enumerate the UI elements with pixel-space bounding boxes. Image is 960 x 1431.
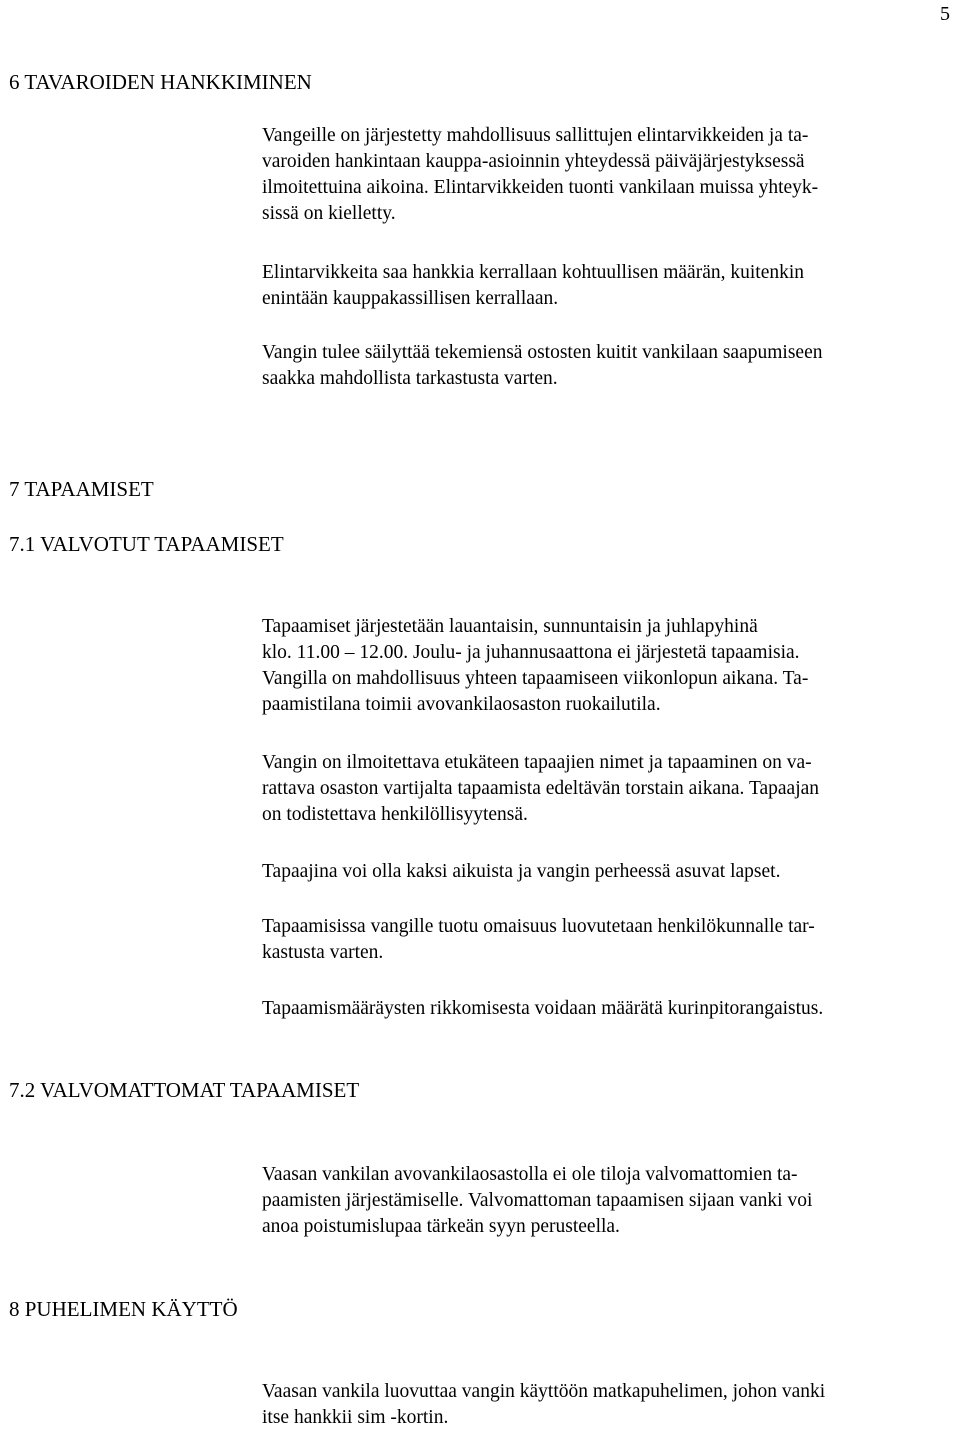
section-7-1-paragraph-2 xyxy=(262,750,954,828)
section-7-1-paragraph-1 xyxy=(262,614,954,718)
section-8-paragraph-1 xyxy=(262,1379,954,1431)
text-line: saakka mahdollista tarkastusta varten. xyxy=(262,368,558,389)
text-line: on todistettava henkilöllisyytensä. xyxy=(262,804,528,825)
section-6-paragraph-2 xyxy=(262,260,954,312)
text-line: anoa poistumislupaa tärkeän syyn perusteella. xyxy=(262,1216,620,1237)
section-6-heading: 6 TAVAROIDEN HANKKIMINEN xyxy=(9,70,312,94)
text-line: Vaasan vankilan avovankilaosastolla ei ole tiloja valvomattomien ta- xyxy=(262,1164,798,1185)
text-line: Tapaamismääräysten rikkomisesta voidaan määrätä kurinpitorangaistus. xyxy=(262,998,824,1019)
text-line: Tapaamisissa vangille tuotu omaisuus luovutetaan henkilökunnalle tar- xyxy=(262,916,815,937)
section-7-heading: 7 TAPAAMISET xyxy=(9,477,154,501)
text-line: Tapaamiset järjestetään lauantaisin, sunnuntaisin ja juhlapyhinä xyxy=(262,616,758,637)
text-line: itse hankkii sim -kortin. xyxy=(262,1407,449,1428)
text-line: klo. 11.00 – 12.00. Joulu- ja juhannusaattona ei järjestetä tapaamisia. xyxy=(262,642,800,663)
text-line: enintään kauppakassillisen kerrallaan. xyxy=(262,288,559,309)
section-6-paragraph-3 xyxy=(262,340,954,392)
text-line: kastusta varten. xyxy=(262,942,384,963)
section-7-2-paragraph-1 xyxy=(262,1162,954,1240)
section-7-1-paragraph-3 xyxy=(262,859,954,885)
section-7-2-heading: 7.2 VALVOMATTOMAT TAPAAMISET xyxy=(9,1078,360,1102)
section-7-1-paragraph-4 xyxy=(262,914,954,966)
text-line: Vangilla on mahdollisuus yhteen tapaamiseen viikonlopun aikana. Ta- xyxy=(262,668,809,689)
text-line: Vaasan vankila luovuttaa vangin käyttöön matkapuhelimen, johon vanki xyxy=(262,1381,826,1402)
page-number: 5 xyxy=(940,3,950,25)
section-8-heading: 8 PUHELIMEN KÄYTTÖ xyxy=(9,1297,238,1321)
text-line: sissä on kielletty. xyxy=(262,203,396,224)
text-line: rattava osaston vartijalta tapaamista edeltävän torstain aikana. Tapaajan xyxy=(262,778,820,799)
text-line: ilmoitettuina aikoina. Elintarvikkeiden tuonti vankilaan muissa yhteyk- xyxy=(262,177,819,198)
section-7-1-heading: 7.1 VALVOTUT TAPAAMISET xyxy=(9,532,284,556)
text-line: paamisten järjestämiselle. Valvomattoman tapaamisen sijaan vanki voi xyxy=(262,1190,813,1211)
text-line: paamistilana toimii avovankilaosaston ruokailutila. xyxy=(262,694,661,715)
text-line: Tapaajina voi olla kaksi aikuista ja vangin perheessä asuvat lapset. xyxy=(262,861,781,882)
text-line: varoiden hankintaan kauppa-asioinnin yhteydessä päiväjärjestyksessä xyxy=(262,151,805,172)
section-7-1-paragraph-5 xyxy=(262,996,954,1022)
text-line: Vangin tulee säilyttää tekemiensä ostosten kuitit vankilaan saapumiseen xyxy=(262,342,823,363)
text-line: Elintarvikkeita saa hankkia kerrallaan kohtuullisen määrän, kuitenkin xyxy=(262,262,805,283)
text-line: Vangin on ilmoitettava etukäteen tapaajien nimet ja tapaaminen on va- xyxy=(262,752,812,773)
section-6-paragraph-1 xyxy=(262,123,954,227)
text-line: Vangeille on järjestetty mahdollisuus sallittujen elintarvikkeiden ja ta- xyxy=(262,125,809,146)
